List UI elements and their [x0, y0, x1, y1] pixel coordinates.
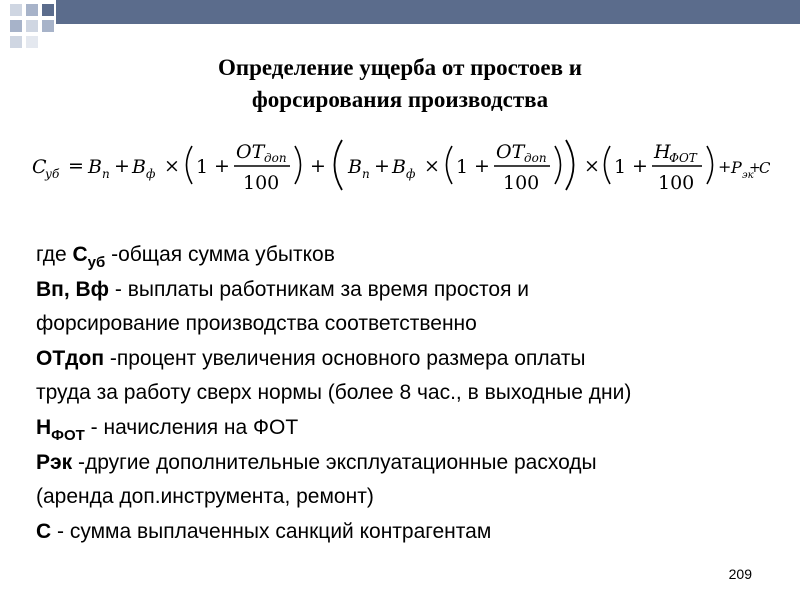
- legend-line: [36, 307, 776, 342]
- formula-subscript: эк: [742, 170, 754, 181]
- formula-number: 1: [456, 156, 469, 178]
- formula-legend: [36, 238, 776, 549]
- formula-number: 100: [658, 172, 695, 194]
- formula-subscript: доп: [264, 151, 287, 165]
- formula-subscript: ф: [146, 167, 156, 181]
- slide-title-line: Определение ущерба от простоев и: [217, 55, 583, 80]
- legend-text: -другие дополнительные эксплуатационные расходы: [72, 450, 597, 474]
- formula-operator: +: [310, 155, 326, 177]
- formula-paren: [566, 140, 574, 190]
- legend-symbol: С: [72, 243, 88, 266]
- legend-subscript-text: уб: [87, 254, 106, 271]
- formula-subscript: уб: [45, 167, 60, 181]
- formula-operator: ×: [164, 155, 180, 177]
- header-square: [26, 20, 38, 32]
- formula-subscript: ф: [406, 167, 416, 181]
- formula-subscript: п: [362, 167, 370, 181]
- legend-symbol: ОТдоп: [36, 346, 105, 370]
- formula-operator: +: [214, 155, 230, 177]
- formula-operator: +: [114, 155, 130, 177]
- legend-line: [36, 273, 776, 308]
- legend-text: (аренда доп.инструмента, ремонт): [36, 485, 374, 509]
- formula-paren: [605, 146, 611, 184]
- legend-text: -процент увеличения основного размера оплаты: [104, 346, 586, 370]
- formula-symbol: B: [132, 156, 146, 178]
- header-decoration: [0, 0, 800, 50]
- legend-text: труда за работу сверх нормы (более 8 час., в выходные дни): [36, 381, 632, 405]
- formula-paren: [555, 146, 561, 184]
- legend-subscript: [88, 254, 106, 271]
- legend-text: - сумма выплаченных санкций контрагентам: [51, 519, 492, 543]
- legend-symbol: Н: [36, 415, 52, 439]
- formula-operator: +: [374, 155, 390, 177]
- header-square: [26, 36, 38, 48]
- formula-operator: +: [474, 155, 490, 177]
- header-square: [10, 20, 22, 32]
- formula-operator: +: [749, 160, 761, 176]
- formula-symbol: OT: [496, 141, 525, 163]
- header-square: [26, 4, 38, 16]
- formula-subscript: п: [102, 167, 110, 181]
- formula-symbol: B: [392, 156, 406, 178]
- formula-symbol: C: [759, 159, 770, 177]
- formula-paren: [295, 146, 301, 184]
- legend-symbol: Рэк: [36, 450, 73, 474]
- legend-symbol: Вп, Вф: [36, 277, 110, 301]
- formula-operator: +: [718, 157, 732, 176]
- formula-operator: ×: [584, 155, 600, 177]
- formula-symbol: P: [731, 158, 742, 177]
- formula-subscript: доп: [524, 151, 547, 165]
- slide-title: [0, 52, 800, 116]
- formula-paren: [707, 146, 713, 184]
- page-number: 209: [728, 566, 752, 582]
- legend-text: - выплаты работникам за время простоя и: [109, 277, 530, 301]
- header-square: [42, 4, 54, 16]
- formula-symbol: H: [654, 141, 671, 163]
- legend-text: - начисления на ФОТ: [84, 415, 299, 439]
- legend-line: [36, 446, 776, 481]
- formula-number: 1: [614, 156, 627, 178]
- legend-symbol: С: [36, 519, 52, 543]
- header-square: [10, 36, 22, 48]
- formula-number: 100: [503, 172, 540, 194]
- formula-symbol: B: [348, 156, 362, 178]
- formula-symbol: B: [88, 156, 102, 178]
- formula-number: 100: [243, 172, 280, 194]
- header-band: [56, 0, 800, 24]
- formula-paren: [187, 146, 193, 184]
- header-square: [10, 4, 22, 16]
- legend-text: форсирование производства соответственно: [36, 312, 477, 336]
- formula-symbol: OT: [236, 141, 265, 163]
- legend-text: -общая сумма убытков: [105, 243, 335, 266]
- damage-formula: [30, 134, 770, 196]
- legend-line: [36, 376, 776, 411]
- legend-line: [36, 342, 776, 377]
- legend-subscript: [51, 427, 85, 444]
- formula-symbol: C: [32, 156, 47, 178]
- legend-line: [36, 411, 776, 446]
- legend-line: [36, 480, 776, 515]
- legend-line: [36, 238, 776, 273]
- header-square: [42, 20, 54, 32]
- formula-paren: [335, 140, 343, 190]
- formula-paren: [447, 146, 453, 184]
- formula-operator: =: [68, 155, 84, 177]
- formula-number: 1: [196, 156, 209, 178]
- legend-line: [36, 515, 776, 550]
- legend-subscript-text: ФОТ: [51, 426, 85, 444]
- formula-operator: +: [632, 155, 648, 177]
- formula-subscript: ФОТ: [669, 151, 697, 165]
- formula-operator: ×: [424, 155, 440, 177]
- slide-title-line: форсирования производства: [251, 87, 549, 112]
- legend-prefix: где: [36, 243, 73, 266]
